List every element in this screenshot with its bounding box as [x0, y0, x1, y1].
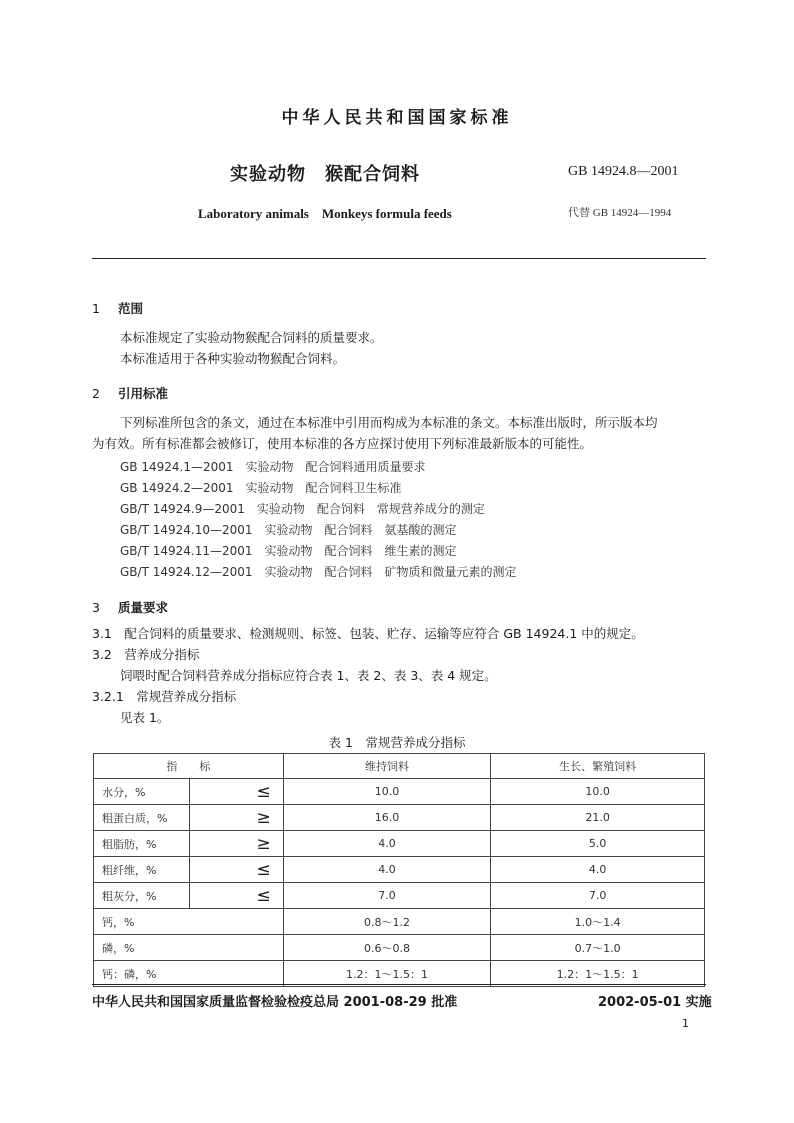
maintenance-value: 7.0 [283, 883, 491, 909]
english-title: Laboratory animals Monkeys formula feeds [198, 206, 452, 221]
page-number: 1 [682, 1017, 689, 1030]
reference-item: GB/T 14924.11—2001 实验动物 配合饲料 维生素的测定 [120, 544, 457, 558]
table-row [94, 831, 705, 857]
section-number: 2 [92, 386, 100, 401]
growth-value: 1.2：1～1.5：1 [491, 961, 705, 987]
indicator-name: 粗纤维，% [94, 857, 190, 883]
paragraph: 下列标准所包含的条文，通过在本标准中引用而构成为本标准的条文。本标准出版时，所示版本均 [120, 415, 658, 430]
comparison-symbol: ≤ [189, 883, 283, 909]
standard-code: GB 14924.8—2001 [568, 164, 679, 179]
paragraph: 本标准适用于各种实验动物猴配合饲料。 [120, 351, 346, 366]
section-title: 范围 [118, 301, 144, 316]
clause-3-1: 3.1 配合饲料的质量要求、检测规则、标签、包装、贮存、运输等应符合 GB 14924.1 中的规定。 [92, 626, 644, 641]
reference-item: GB/T 14924.10—2001 实验动物 配合饲料 氨基酸的测定 [120, 523, 457, 537]
comparison-symbol: ≤ [189, 857, 283, 883]
indicator-name: 粗蛋白质，% [94, 805, 190, 831]
table-row [94, 883, 705, 909]
growth-value: 4.0 [491, 857, 705, 883]
maintenance-value: 4.0 [283, 857, 491, 883]
section-1-heading [92, 299, 143, 317]
maintenance-value: 0.8～1.2 [283, 909, 491, 935]
clause-3-2-1-title: 3.2.1 常规营养成分指标 [92, 689, 237, 704]
standard-type-heading: 中华人民共和国国家标准 [281, 108, 513, 128]
table-row [94, 779, 705, 805]
comparison-symbol: ≤ [189, 779, 283, 805]
indicator-name: 水分，% [94, 779, 190, 805]
maintenance-value: 10.0 [283, 779, 491, 805]
indicator-name: 粗脂肪，% [94, 831, 190, 857]
clause-3-2-title: 3.2 营养成分指标 [92, 647, 200, 662]
header-divider [92, 258, 706, 259]
table-row [94, 961, 705, 987]
section-number: 1 [92, 301, 100, 316]
reference-item: GB/T 14924.12—2001 实验动物 配合饲料 矿物质和微量元素的测定 [120, 565, 517, 579]
indicator-name: 粗灰分，% [94, 883, 190, 909]
effective-date: 2002-05-01 实施 [598, 995, 712, 1010]
table-row [94, 857, 705, 883]
comparison-symbol: ≥ [189, 805, 283, 831]
section-2-heading [92, 384, 168, 402]
section-3-heading [92, 598, 168, 616]
header-indicator: 指 标 [94, 754, 284, 779]
table-caption: 表 1 常规营养成分指标 [328, 735, 466, 750]
nutrient-table [93, 753, 705, 987]
table-row [94, 805, 705, 831]
growth-value: 1.0～1.4 [491, 909, 705, 935]
maintenance-value: 0.6～0.8 [283, 935, 491, 961]
document-title: 实验动物 猴配合饲料 [230, 164, 420, 185]
clause-3-2-text: 饲喂时配合饲料营养成分指标应符合表 1、表 2、表 3、表 4 规定。 [120, 668, 497, 683]
maintenance-value: 1.2：1～1.5：1 [283, 961, 491, 987]
header-growth: 生长、繁殖饲料 [491, 754, 705, 779]
growth-value: 5.0 [491, 831, 705, 857]
indicator-name: 磷，% [94, 935, 284, 961]
growth-value: 0.7～1.0 [491, 935, 705, 961]
reference-item: GB/T 14924.9—2001 实验动物 配合饲料 常规营养成分的测定 [120, 502, 485, 516]
growth-value: 10.0 [491, 779, 705, 805]
indicator-name: 钙：磷，% [94, 961, 284, 987]
approval-note: 中华人民共和国国家质量监督检验检疫总局 2001-08-29 批准 [92, 995, 458, 1010]
replaces-note: 代替 GB 14924—1994 [568, 207, 672, 219]
maintenance-value: 16.0 [283, 805, 491, 831]
growth-value: 21.0 [491, 805, 705, 831]
comparison-symbol: ≥ [189, 831, 283, 857]
reference-item: GB 14924.1—2001 实验动物 配合饲料通用质量要求 [120, 460, 426, 474]
section-number: 3 [92, 600, 100, 615]
table-header-row [94, 754, 705, 779]
growth-value: 7.0 [491, 883, 705, 909]
indicator-name: 钙，% [94, 909, 284, 935]
table-row [94, 935, 705, 961]
section-title: 引用标准 [118, 386, 169, 401]
section-title: 质量要求 [118, 600, 169, 615]
maintenance-value: 4.0 [283, 831, 491, 857]
header-maintenance: 维持饲料 [283, 754, 491, 779]
footer-divider [92, 984, 706, 985]
table-row [94, 909, 705, 935]
reference-item: GB 14924.2—2001 实验动物 配合饲料卫生标准 [120, 481, 402, 495]
paragraph: 为有效。所有标准都会被修订，使用本标准的各方应探讨使用下列标准最新版本的可能性。 [92, 436, 593, 451]
paragraph: 本标准规定了实验动物猴配合饲料的质量要求。 [120, 330, 383, 345]
clause-3-2-1-text: 见表 1。 [120, 710, 170, 725]
